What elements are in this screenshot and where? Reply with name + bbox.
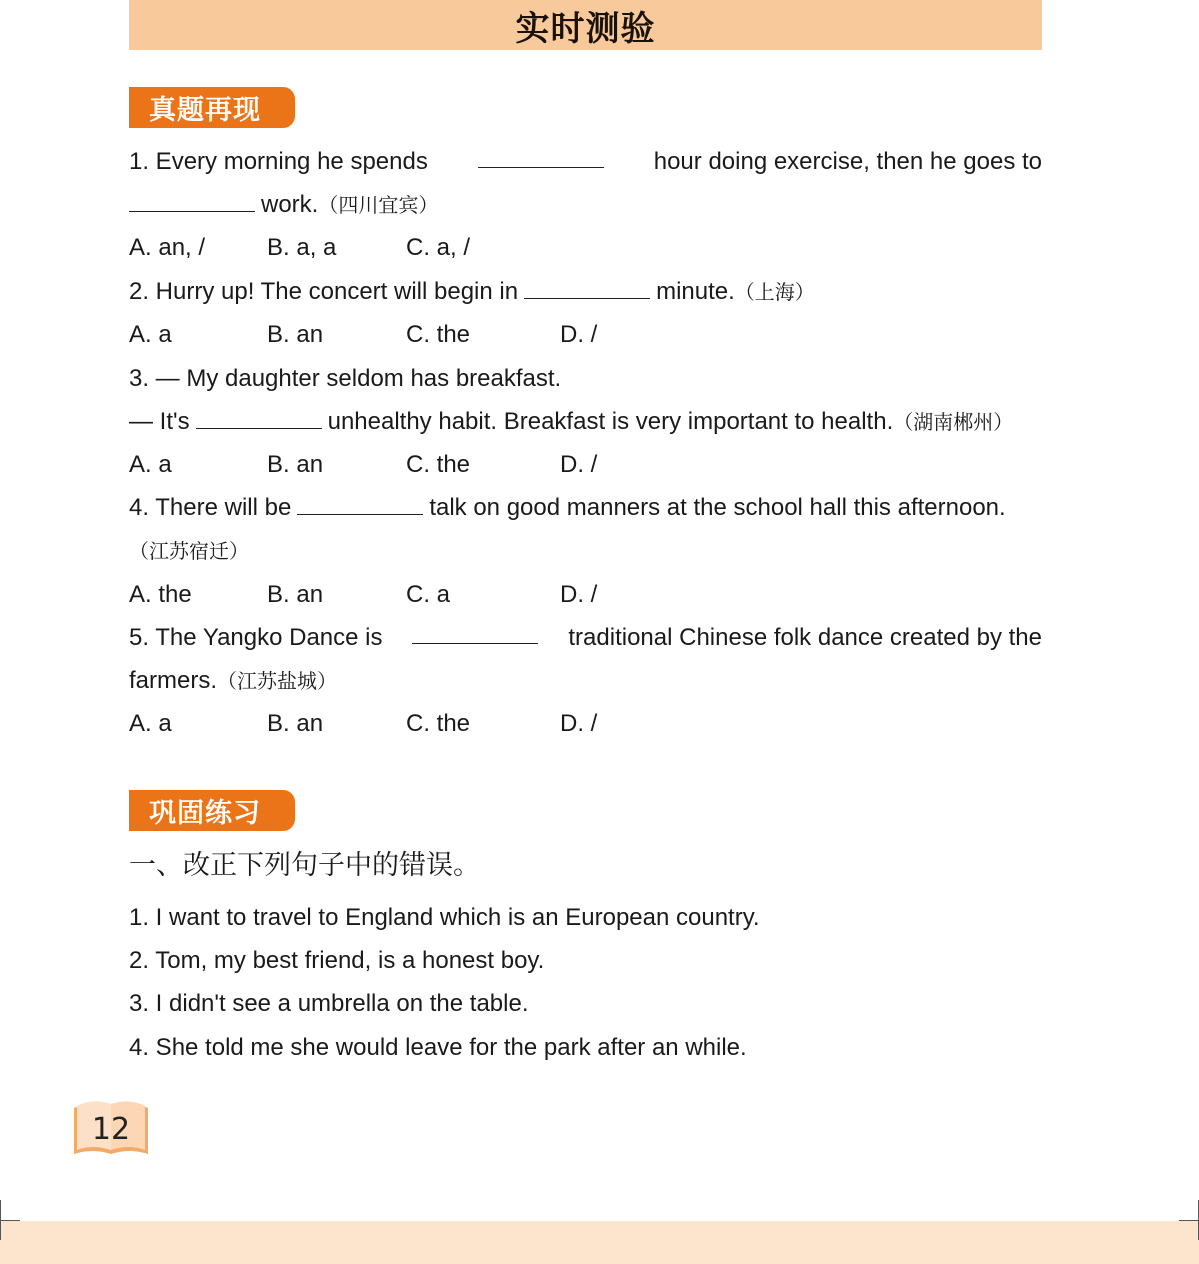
option-d: D. / <box>560 451 598 478</box>
question-text: minute. <box>656 278 735 305</box>
question-source: （江苏宿迁） <box>129 539 249 563</box>
crop-mark <box>1179 1220 1199 1221</box>
question-source: （江苏盐城） <box>217 669 338 693</box>
answer-blank <box>129 191 255 212</box>
option-d: D. / <box>560 581 598 608</box>
question-source: （上海） <box>734 280 815 304</box>
section-badge-practice: 巩固练习 <box>129 790 295 831</box>
question-3-line-2 <box>129 407 1013 437</box>
section-badge-past-exams: 真题再现 <box>129 87 295 128</box>
option-a: A. a <box>129 710 172 737</box>
footer-band <box>0 1221 1199 1264</box>
question-2-line-1 <box>129 277 815 307</box>
exercise-item: 1. I want to travel to England which is an European country. <box>129 904 760 931</box>
option-b: B. an <box>267 321 324 348</box>
question-4-line-2 <box>129 536 249 566</box>
option-c: C. the <box>406 710 471 737</box>
question-text: 4. There will be <box>129 494 292 521</box>
option-b: B. an <box>267 710 324 737</box>
option-c: C. a, / <box>406 234 471 261</box>
question-text: 2. Hurry up! The concert will begin in <box>129 278 519 305</box>
question-1-line-2 <box>129 190 438 220</box>
question-4-line-1 <box>129 493 1006 523</box>
question-text: — It's <box>129 408 190 435</box>
question-text: hour doing exercise, then he goes to <box>653 148 1042 175</box>
question-1-line-1 <box>129 147 1042 177</box>
answer-blank <box>412 623 538 644</box>
question-text: unhealthy habit. Breakfast is very important to health. <box>327 408 894 435</box>
page-title: 实时测验 <box>515 8 656 49</box>
question-text: 1. Every morning he spends <box>129 148 428 175</box>
option-d: D. / <box>560 710 598 737</box>
question-text: work. <box>261 191 319 218</box>
option-c: C. the <box>406 321 471 348</box>
option-a: A. a <box>129 321 172 348</box>
answer-blank <box>297 494 423 515</box>
option-c: C. a <box>406 581 451 608</box>
option-a: A. a <box>129 451 172 478</box>
page-number-badge <box>72 1098 150 1158</box>
option-c: C. the <box>406 451 471 478</box>
page-number: 12 <box>91 1112 131 1147</box>
option-b: B. an <box>267 581 324 608</box>
exercise-item: 3. I didn't see a umbrella on the table. <box>129 990 529 1017</box>
answer-blank <box>196 408 322 429</box>
question-text: 5. The Yangko Dance is <box>129 624 383 651</box>
exercise-item: 4. She told me she would leave for the park after an while. <box>129 1034 747 1061</box>
exercise-item: 2. Tom, my best friend, is a honest boy. <box>129 947 545 974</box>
question-source: （湖南郴州） <box>893 410 1014 434</box>
option-a: A. an, / <box>129 234 206 261</box>
question-source: （四川宜宾） <box>318 193 439 217</box>
answer-blank <box>478 147 604 168</box>
exercise-heading: 一、改正下列句子中的错误。 <box>129 850 480 881</box>
question-text: farmers. <box>129 667 218 694</box>
question-3-line-1: 3. — My daughter seldom has breakfast. <box>129 365 562 392</box>
page-title-bar <box>129 0 1042 50</box>
answer-blank <box>524 278 650 299</box>
question-text: traditional Chinese folk dance created by the <box>568 624 1042 651</box>
option-b: B. an <box>267 451 324 478</box>
crop-mark <box>0 1220 20 1221</box>
question-5-line-1 <box>129 623 1042 653</box>
option-d: D. / <box>560 321 598 348</box>
question-text: talk on good manners at the school hall this afternoon. <box>429 494 1006 521</box>
option-a: A. the <box>129 581 192 608</box>
question-5-line-2 <box>129 666 337 696</box>
option-b: B. a, a <box>267 234 337 261</box>
